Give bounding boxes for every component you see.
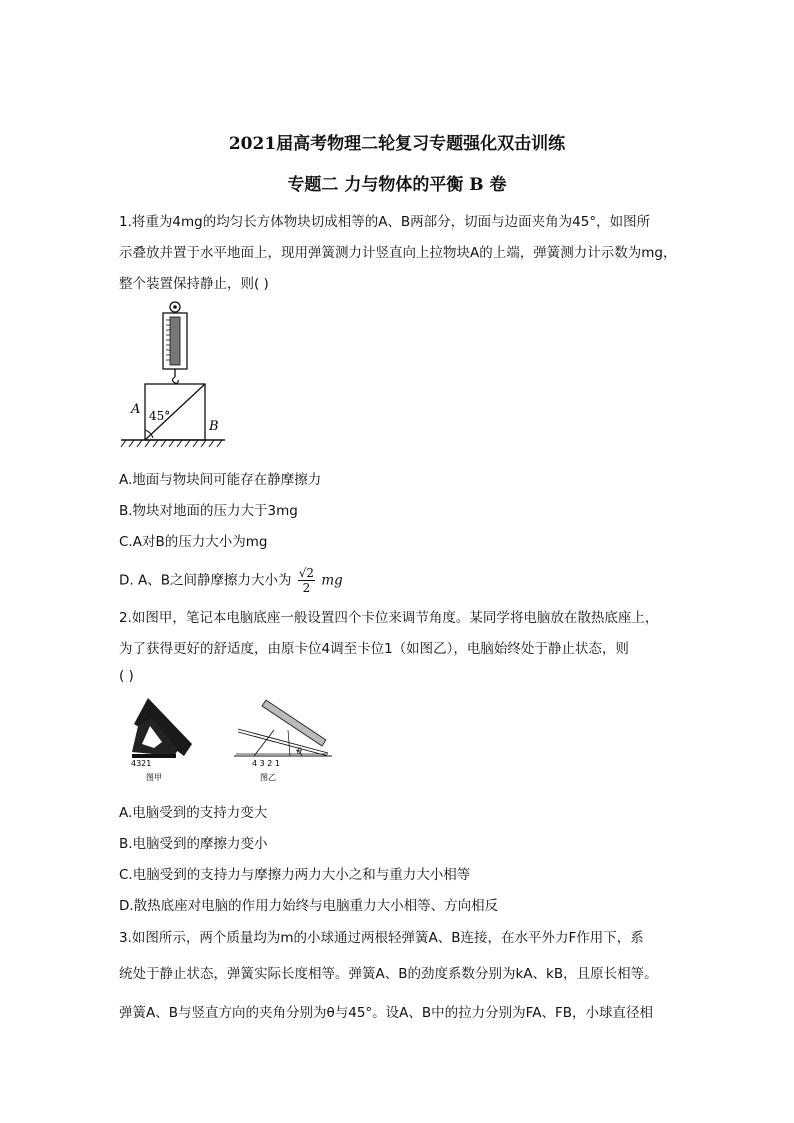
fraction-denominator: 2 [302,581,311,595]
q1-option-d [119,566,343,595]
q2-option-b: B.电脑受到的摩擦力变小 [119,836,268,852]
q2-option-c: C.电脑受到的支持力与摩擦力两力大小之和与重力大小相等 [119,867,471,883]
q2-option-a: A.电脑受到的支持力变大 [119,805,268,821]
page-title: 2021届高考物理二轮复习专题强化双击训练 [228,134,566,154]
q2-line2: 为了获得更好的舒适度，由原卡位4调至卡位1（如图乙），电脑始终处于静止状态，则 [119,641,629,657]
q1-line1: 1.将重为4mg的均匀长方体物块切成相等的A、B两部分，切面与边面夹角为45°，如图所 [119,214,651,230]
laptop [262,700,326,746]
label-b: B [209,419,219,434]
q1-option-a: A.地面与物块间可能存在静摩擦力 [119,472,322,488]
q3-line2: 统处于静止状态，弹簧实际长度相等。弹簧A、B的劲度系数分别为kA、kB，且原长相等。 [119,966,658,982]
yi-numbers: 4 3 2 1 [252,759,280,768]
q2-option-d: D.散热底座对电脑的作用力始终与电脑重力大小相等、方向相反 [119,898,499,914]
jia-numbers: 4321 [131,759,152,768]
q3-line1: 3.如图所示，两个质量均为m的小球通过两根轻弹簧A、B连接，在水平外力F作用下，系 [119,930,644,946]
theta-label: θ [297,747,302,756]
angle-label: 45° [149,409,171,423]
q2-figure-jia [128,694,198,784]
q1-line3: 整个装置保持静止，则( ) [119,276,269,292]
fraction-numerator: √2 [298,566,315,580]
yi-caption: 图乙 [260,773,276,782]
fraction-suffix: mg [321,572,343,589]
q1-option-c: C.A对B的压力大小为mg [119,534,268,550]
q2-line1: 2.如图甲，笔记本电脑底座一般设置四个卡位来调节角度。某同学将电脑放在散热底座上， [119,610,659,626]
jia-caption: 图甲 [146,773,162,782]
page-subtitle: 专题二 力与物体的平衡 B 卷 [287,175,507,195]
q1-line2: 示叠放并置于水平地面上，现用弹簧测力计竖直向上拉物块A的上端，弹簧测力计示数为mg， [119,245,677,261]
q2-line3: ( ) [119,668,134,684]
q1-option-d-text: D. A、B之间静摩擦力大小为 [119,572,292,589]
q1-option-b: B.物块对地面的压力大于3mg [119,503,298,519]
fraction [298,566,315,595]
label-a: A [131,402,141,417]
q1-figure [118,300,228,450]
spring-hook [173,377,179,383]
q2-figure-yi [232,696,336,784]
q3-line3: 弹簧A、B与竖直方向的夹角分别为θ与45°。设A、B中的拉力分别为FA、FB，小球直径相 [119,1005,653,1021]
